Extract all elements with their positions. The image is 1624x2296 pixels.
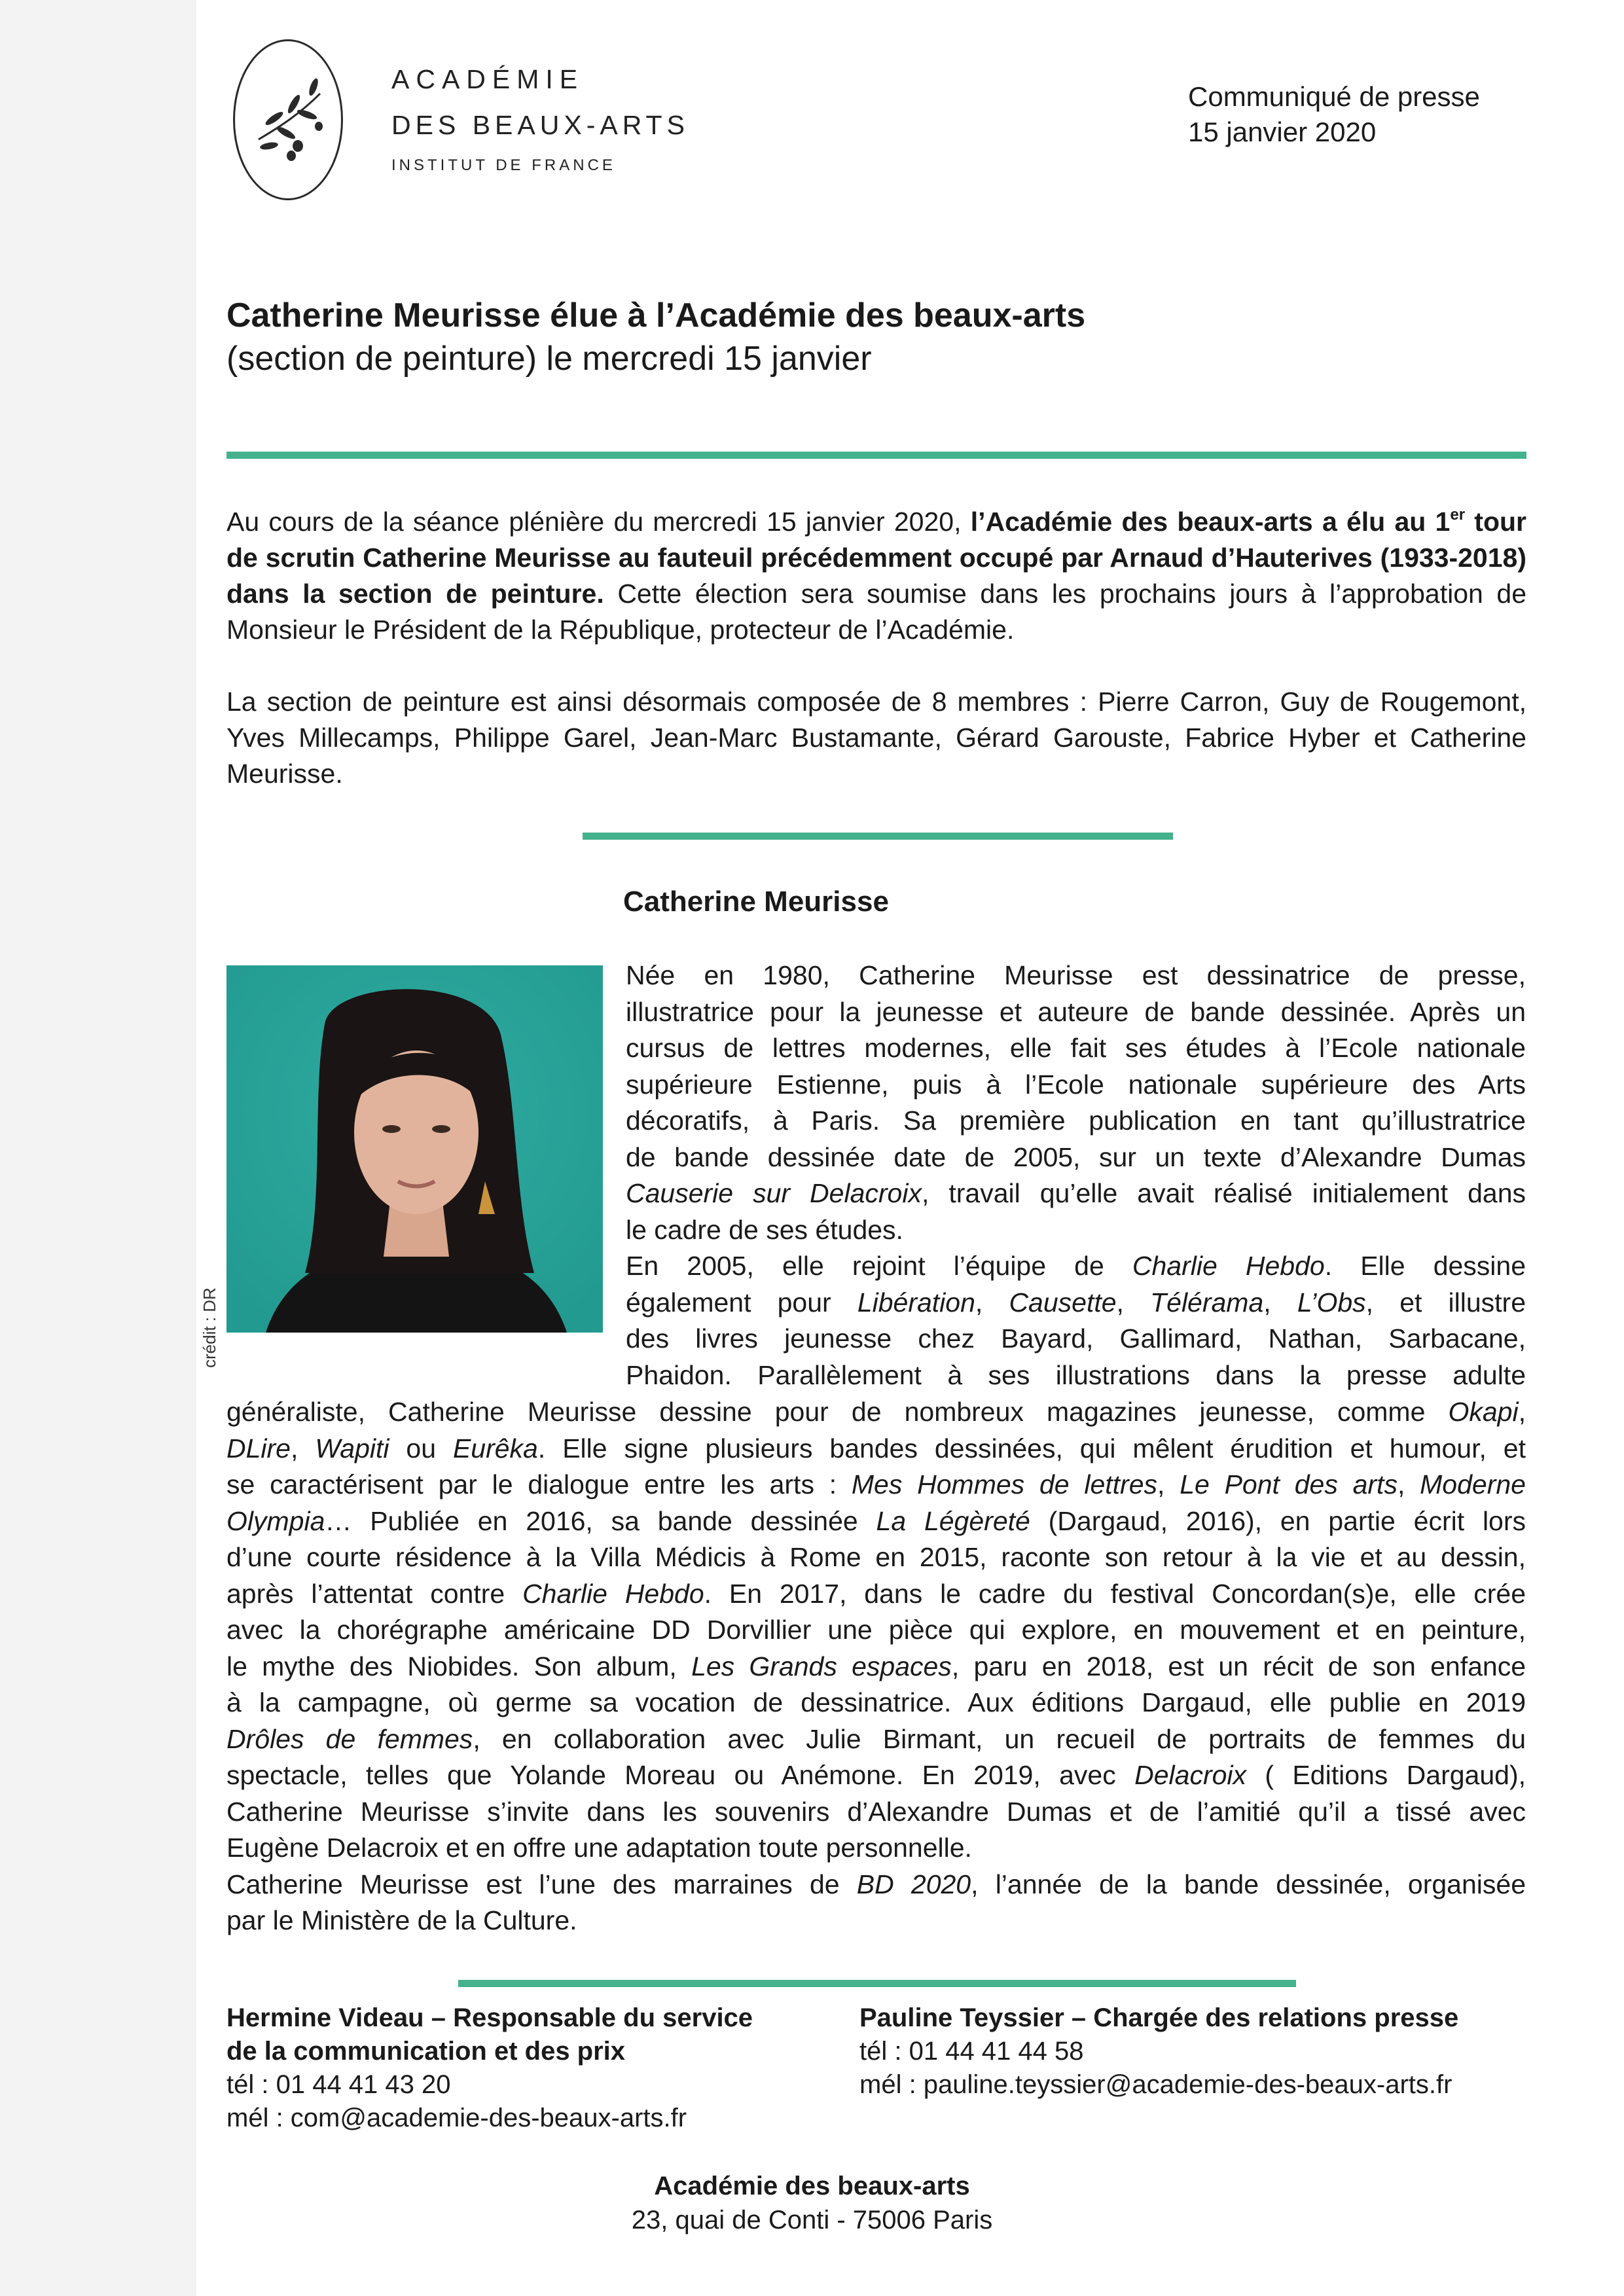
bio-text: après l’attentat contre bbox=[226, 1578, 523, 1609]
bio-italic: Drôles de femmes bbox=[226, 1723, 473, 1754]
intro-paragraph-1 bbox=[226, 504, 1526, 648]
bio-line: Eugène Delacroix et en offre une adaptation toute personnelle. bbox=[226, 1833, 972, 1863]
bio-text: , bbox=[1116, 1287, 1151, 1318]
press-release-label: Communiqué de presse bbox=[1188, 81, 1480, 112]
bio-text: , en collaboration avec Julie Birmant, un recueil de portraits de femmes du bbox=[473, 1723, 1526, 1754]
bio-italic: Eurêka bbox=[452, 1433, 538, 1463]
contacts-divider bbox=[458, 1980, 1296, 1987]
bio-text: se caractérisent par le dialogue entre les arts : bbox=[226, 1469, 852, 1499]
bio-italic: Charlie Hebdo bbox=[1132, 1251, 1325, 1281]
bio-italic: Okapi bbox=[1448, 1397, 1519, 1427]
bio-italic: Wapiti bbox=[315, 1433, 389, 1463]
page-subtitle: (section de peinture) le mercredi 15 janvier bbox=[226, 340, 872, 378]
bio-text: En 2005, elle rejoint l’équipe de bbox=[626, 1251, 1132, 1281]
intro-sup: er bbox=[1450, 506, 1466, 524]
bio-line: des livres jeunesse chez Bayard, Gallimard, Nathan, Sarbacane, bbox=[626, 1323, 1526, 1354]
bio-text: . Elle signe plusieurs bandes dessinées, qui mêlent érudition et humour, et bbox=[537, 1433, 1526, 1463]
bio-text: Catherine Meurisse est l’une des marraines de bbox=[226, 1869, 857, 1899]
bio-line bbox=[226, 1721, 1526, 1758]
bio-text: , travail qu’elle avait réalisé initialement dans bbox=[921, 1178, 1526, 1208]
bio-line bbox=[226, 1503, 1526, 1540]
footer-organization: Académie des beaux-arts bbox=[654, 2172, 970, 2200]
bio-text: également pour bbox=[626, 1287, 857, 1318]
bio-text: , bbox=[290, 1433, 316, 1463]
bio-line: à la campagne, où germe sa vocation de dessinatrice. Aux éditions Dargaud, elle publie en 2019 bbox=[226, 1687, 1526, 1717]
bio-italic: BD 2020 bbox=[856, 1869, 971, 1899]
academie-logo bbox=[233, 39, 343, 200]
title-divider bbox=[226, 452, 1526, 459]
intro-paragraph-2: La section de peinture est ainsi désormais composée de 8 membres : Pierre Carron, Guy de Rougemont, Yves Millecamps, Philippe Garel, Jean-Marc Bustamante, Gérard Garouste, Fabrice Hyber et Catherine Meurisse. bbox=[226, 687, 1526, 789]
bio-line: le cadre de ses études. bbox=[626, 1214, 903, 1245]
bio-line: Catherine Meurisse s’invite dans les souvenirs d’Alexandre Dumas et de l’amitié qu’il a tissé avec bbox=[226, 1796, 1526, 1827]
bio-line: Phaidon. Parallèlement à ses illustrations dans la presse adulte bbox=[626, 1359, 1526, 1390]
bio-line bbox=[226, 1467, 1526, 1503]
bio-text: , l’année de la bande dessinée, organisée bbox=[971, 1869, 1526, 1899]
logo-text-academie: ACADÉMIE bbox=[391, 64, 585, 94]
bio-line bbox=[226, 1867, 1526, 1903]
bio-text: ou bbox=[389, 1433, 453, 1463]
bio-italic: Causerie sur Delacroix bbox=[626, 1178, 922, 1208]
contact-left-name: Hermine Videau – Responsable du service bbox=[226, 2003, 753, 2032]
bio-line bbox=[226, 1576, 1526, 1613]
bio-line: avec la chorégraphe américaine DD Dorvillier une pièce qui explore, en mouvement et en peinture, bbox=[226, 1615, 1526, 1645]
bio-italic: Olympia bbox=[226, 1505, 325, 1536]
contact-left-phone: tél : 01 44 41 43 20 bbox=[226, 2070, 451, 2099]
bio-text: . Elle dessine bbox=[1324, 1251, 1526, 1281]
bio-line bbox=[626, 1285, 1526, 1321]
bio-text: le mythe des Niobides. Son album, bbox=[226, 1651, 692, 1681]
contact-right-phone: tél : 01 44 41 44 58 bbox=[859, 2037, 1084, 2066]
bio-text: , bbox=[1263, 1287, 1297, 1318]
bio-full-text bbox=[226, 1394, 1526, 1939]
bio-line bbox=[626, 1175, 1526, 1212]
bio-italic: Mes Hommes de lettres bbox=[851, 1469, 1157, 1499]
bio-line bbox=[226, 1757, 1526, 1794]
contact-left-email[interactable]: mél : com@academie-des-beaux-arts.fr bbox=[226, 2104, 687, 2132]
bio-text: . En 2017, dans le cadre du festival Concordan(s)e, elle crée bbox=[704, 1578, 1526, 1609]
press-release-date: 15 janvier 2020 bbox=[1188, 117, 1377, 147]
intro-text-b: l’Académie des beaux-arts a élu au 1 bbox=[970, 507, 1451, 537]
photo-credit: crédit : DR bbox=[200, 1287, 219, 1368]
section-divider bbox=[583, 833, 1173, 840]
page-title: Catherine Meurisse élue à l’Académie des beaux-arts bbox=[226, 296, 1086, 334]
bio-line: de bande dessinée date de 2005, sur un texte d’Alexandre Dumas bbox=[626, 1141, 1526, 1172]
bio-italic: Les Grands espaces bbox=[691, 1651, 952, 1681]
bio-line: cursus de lettres modernes, elle fait ses études à l’Ecole nationale bbox=[626, 1033, 1526, 1063]
bio-side-text bbox=[626, 958, 1526, 1393]
intro-text-c: tour de scrutin Catherine Meurisse au fauteuil précédemment occupé par Arnaud d’Hauterives (1933-2018) dans la section de peinture. bbox=[226, 507, 1526, 609]
intro-text-a: Au cours de la séance plénière du mercredi 15 janvier 2020, bbox=[226, 507, 971, 537]
bio-italic: Charlie Hebdo bbox=[522, 1578, 704, 1609]
bio-text: généraliste, Catherine Meurisse dessine pour de nombreux magazines jeunesse, comme bbox=[226, 1397, 1449, 1427]
contact-right bbox=[859, 2001, 1458, 2102]
bio-line bbox=[626, 1248, 1526, 1285]
bio-text: ( Editions Dargaud), bbox=[1246, 1760, 1526, 1790]
bio-italic: Télérama bbox=[1150, 1287, 1264, 1318]
bio-line: décoratifs, à Paris. Sa première publication en tant qu’illustratrice bbox=[626, 1105, 1526, 1136]
contact-left-role: de la communication et des prix bbox=[226, 2037, 626, 2066]
bio-text: … Publiée en 2016, sa bande dessinée bbox=[325, 1505, 876, 1536]
bio-italic: Le Pont des arts bbox=[1180, 1469, 1398, 1499]
bio-heading: Catherine Meurisse bbox=[623, 886, 889, 918]
bio-line: supérieure Estienne, puis à l’Ecole nationale supérieure des Arts bbox=[626, 1069, 1526, 1100]
olive-branch-icon bbox=[235, 41, 345, 202]
bio-text: , et illustre bbox=[1365, 1287, 1526, 1318]
intro-text-d: Cette élection sera soumise dans les prochains jours à l’approbation de Monsieur le Président de la République, protecteur de l’Académie. bbox=[226, 579, 1527, 645]
bio-line bbox=[226, 1649, 1526, 1685]
bio-line: illustratrice pour la jeunesse et auteure de bande dessinée. Après un bbox=[626, 996, 1526, 1027]
bio-italic: La Légèreté bbox=[876, 1505, 1030, 1536]
bio-line: d’une courte résidence à la Villa Médicis à Rome en 2015, raconte son retour à la vie et au dessin, bbox=[226, 1542, 1526, 1572]
portrait-photo bbox=[226, 965, 603, 1333]
contact-left bbox=[226, 2001, 753, 2135]
logo-text-beaux-arts: DES BEAUX-ARTS bbox=[391, 110, 689, 140]
bio-text: spectacle, telles que Yolande Moreau ou Anémone. En 2019, avec bbox=[226, 1760, 1135, 1790]
contact-right-email[interactable]: mél : pauline.teyssier@academie-des-beaux-arts.fr bbox=[859, 2070, 1453, 2099]
bio-text: (Dargaud, 2016), en partie écrit lors bbox=[1030, 1505, 1526, 1536]
bio-italic: Libération bbox=[857, 1287, 975, 1318]
bio-line: par le Ministère de la Culture. bbox=[226, 1905, 577, 1935]
page-margin-strip bbox=[0, 0, 196, 2296]
bio-text: , paru en 2018, est un récit de son enfance bbox=[951, 1651, 1526, 1681]
bio-text: , bbox=[1157, 1469, 1180, 1499]
bio-italic: Causette bbox=[1009, 1287, 1117, 1318]
bio-text: , bbox=[975, 1287, 1009, 1318]
contact-right-name: Pauline Teyssier – Chargée des relations presse bbox=[859, 2003, 1459, 2032]
bio-line: Née en 1980, Catherine Meurisse est dessinatrice de presse, bbox=[626, 960, 1526, 990]
bio-italic: L’Obs bbox=[1297, 1287, 1366, 1318]
footer-address: 23, quai de Conti - 75006 Paris bbox=[631, 2206, 993, 2234]
bio-italic: Moderne bbox=[1420, 1469, 1526, 1499]
bio-line bbox=[226, 1394, 1526, 1431]
bio-text: , bbox=[1518, 1397, 1526, 1427]
bio-line bbox=[226, 1431, 1526, 1467]
logo-text-institut: INSTITUT DE FRANCE bbox=[391, 156, 616, 174]
bio-italic: DLire bbox=[226, 1433, 291, 1463]
bio-text: , bbox=[1397, 1469, 1420, 1499]
bio-italic: Delacroix bbox=[1134, 1760, 1247, 1790]
